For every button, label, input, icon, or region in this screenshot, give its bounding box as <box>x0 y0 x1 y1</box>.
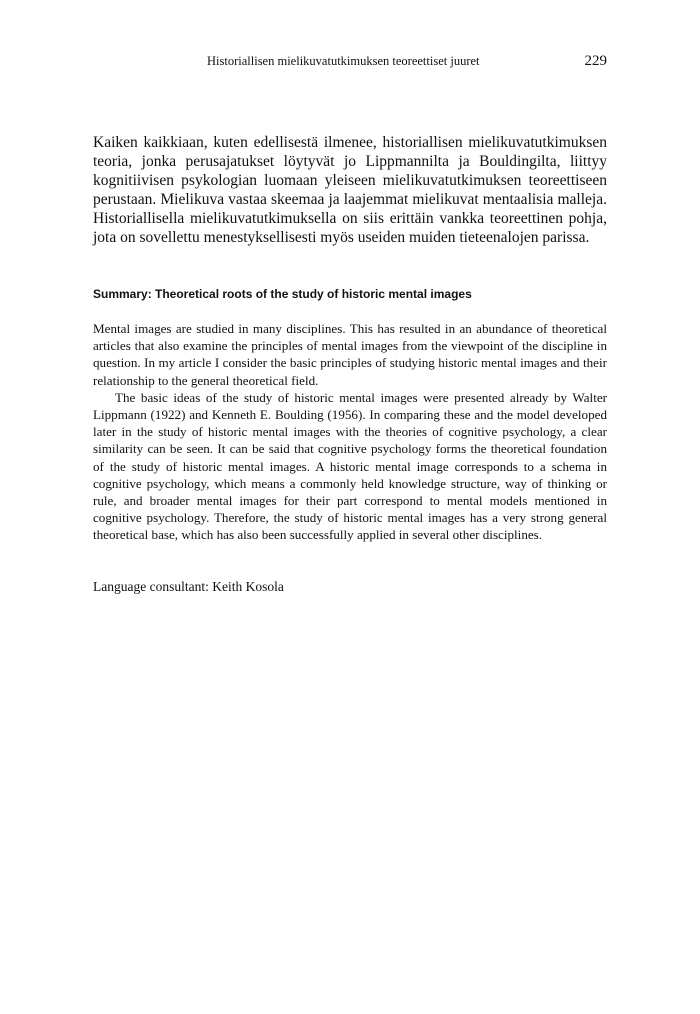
summary-body <box>93 320 607 544</box>
language-consultant-note: Language consultant: Keith Kosola <box>93 579 284 594</box>
summary-heading: Summary: Theoretical roots of the study of historic mental images <box>93 287 472 301</box>
page-number: 229 <box>584 53 607 69</box>
running-header <box>93 53 607 73</box>
finnish-paragraph: Kaiken kaikkiaan, kuten edellisestä ilmenee, historiallisen mielikuvatutkimuksen teoria, jonka perusajatukset löytyvät jo Lippmannilta ja Bouldingilta, liittyy kognitiivisen psykologian luomaan yleiseen mielikuvatutkimuksen teoreettiseen perustaan. Mielikuva vastaa skeemaa ja laajemmat mielikuvat mentaalisia malleja. Historiallisella mielikuvatutkimuksella on siis erittäin vankka teoreettinen pohja, jota on sovellettu menestyksellisesti myös useiden muiden tieteenalojen parissa. <box>93 134 607 247</box>
summary-paragraph-2: The basic ideas of the study of historic mental images were presented already by Walter Lippmann (1922) and Kenneth E. Boulding (1956). In comparing these and the model developed later in the study of historic mental images with the theories of cognitive psychology, a clear similarity can be seen. It can be said that cognitive psychology forms the theoretical foundation of the study of historic mental images. A historic mental image corresponds to a schema in cognitive psychology, which means a commonly held knowledge structure, way of thinking or rule, and broader mental images for their part correspond to mental models mentioned in cognitive psychology. Therefore, the study of historic mental images has a very strong general theoretical base, which has also been successfully applied in several other disciplines. <box>93 389 607 543</box>
summary-paragraph-1: Mental images are studied in many disciplines. This has resulted in an abundance of theoretical articles that also examine the principles of mental images from the viewpoint of the discipline in question. In my article I consider the basic principles of studying historic mental images and their relationship to the general theoretical field. <box>93 321 607 388</box>
running-title: Historiallisen mielikuvatutkimuksen teoreettiset juuret <box>207 54 480 68</box>
